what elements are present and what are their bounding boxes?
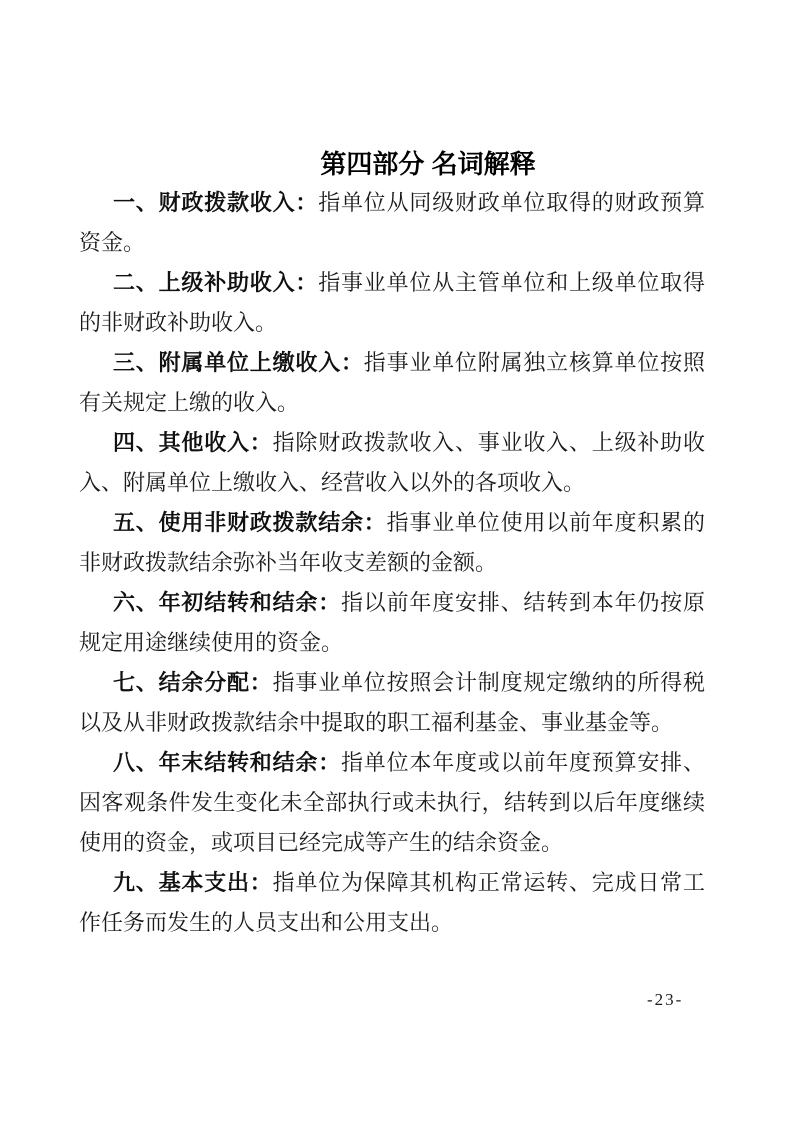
term-definition: 指单位从同级财政单位取得的财政预算资金。 xyxy=(79,190,705,255)
term-definition: 指事业单位按照会计制度规定缴纳的所得税以及从非财政拨款结余中提取的职工福利基金、事业基金等。 xyxy=(79,670,705,735)
term-definition: 指单位本年度或以前年度预算安排、因客观条件发生变化未全部执行或未执行，结转到以后年度继续使用的资金，或项目已经完成等产生的结余资金。 xyxy=(79,750,705,855)
definition-item-7 xyxy=(79,663,705,743)
definition-item-1 xyxy=(79,183,705,263)
term-label: 八、年末结转和结余： xyxy=(113,750,341,775)
term-label: 四、其他收入： xyxy=(113,430,273,455)
definition-item-9 xyxy=(79,863,705,943)
definition-item-4 xyxy=(79,423,705,503)
definition-item-3 xyxy=(79,343,705,423)
term-definition: 指事业单位从主管单位和上级单位取得的非财政补助收入。 xyxy=(79,270,705,335)
page-number: -23- xyxy=(647,990,684,1009)
term-label: 五、使用非财政拨款结余： xyxy=(113,510,387,535)
definition-item-8 xyxy=(79,743,705,863)
term-label: 七、结余分配： xyxy=(113,670,273,695)
term-definition: 指以前年度安排、结转到本年仍按原规定用途继续使用的资金。 xyxy=(79,590,705,655)
term-label: 九、基本支出： xyxy=(113,870,273,895)
definition-item-6 xyxy=(79,583,705,663)
term-definition: 指事业单位附属独立核算单位按照有关规定上缴的收入。 xyxy=(79,350,705,415)
definition-item-2 xyxy=(79,263,705,343)
document-title: 第四部分 名词解释 xyxy=(320,149,536,179)
term-label: 一、财政拨款收入： xyxy=(113,190,319,215)
term-definition: 指事业单位使用以前年度积累的非财政拨款结余弥补当年收支差额的金额。 xyxy=(79,510,705,575)
term-label: 三、附属单位上缴收入： xyxy=(113,350,364,375)
term-label: 六、年初结转和结余： xyxy=(113,590,341,615)
glossary-body xyxy=(79,183,705,943)
term-definition: 指单位为保障其机构正常运转、完成日常工作任务而发生的人员支出和公用支出。 xyxy=(79,870,705,935)
term-definition: 指除财政拨款收入、事业收入、上级补助收入、附属单位上缴收入、经营收入以外的各项收入。 xyxy=(79,430,705,495)
term-label: 二、上级补助收入： xyxy=(113,270,319,295)
definition-item-5 xyxy=(79,503,705,583)
